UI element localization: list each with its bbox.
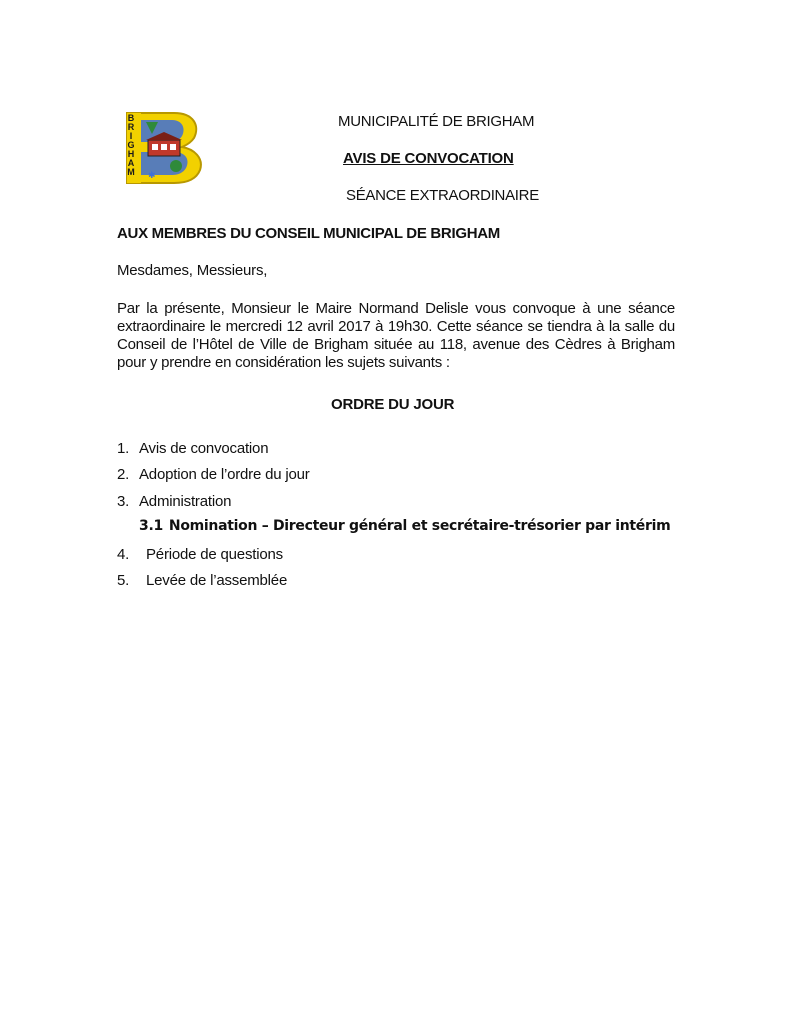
agenda-item-label: Administration (139, 493, 232, 510)
document-title: AVIS DE CONVOCATION (343, 150, 514, 167)
agenda-title: ORDRE DU JOUR (331, 396, 455, 413)
agenda-item-label: Adoption de l’ordre du jour (139, 466, 310, 483)
convocation-paragraph: Par la présente, Monsieur le Maire Normand Delisle vous convoque à une séance extraordinaire le mercredi 12 avril 2017 à 19h30. Cette séance se tiendra à la salle du Conseil de l’Hôtel de Ville de Brigham située au 118, avenue des Cèdres à Brigham pour y prendre en considération les sujets suivants : (117, 300, 675, 371)
logo-letter: H (127, 149, 135, 159)
agenda-item-label: Période de questions (146, 546, 283, 563)
agenda-item (117, 572, 287, 589)
municipality-name: MUNICIPALITÉ DE BRIGHAM (338, 113, 535, 130)
agenda-item (117, 440, 268, 457)
logo-letter: A (127, 158, 135, 168)
agenda-item-label: Levée de l’assemblée (146, 572, 288, 589)
recipients-heading: AUX MEMBRES DU CONSEIL MUNICIPAL DE BRIGHAM (117, 225, 500, 242)
agenda-item-number: 5. (117, 572, 130, 589)
agenda-subitem-label: Nomination – Directeur général et secrétaire-trésorier par intérim (168, 518, 671, 534)
logo-letter: R (127, 122, 135, 132)
salutation: Mesdames, Messieurs, (117, 262, 268, 279)
brigham-logo (124, 110, 206, 186)
agenda-item (117, 546, 283, 563)
svg-text:✱: ✱ (148, 171, 156, 181)
logo-letter: B (127, 113, 135, 123)
agenda-item (117, 493, 231, 510)
agenda-item-number: 3. (117, 493, 130, 510)
agenda-item-number: 4. (117, 546, 130, 563)
agenda-item-label: Avis de convocation (139, 440, 269, 457)
agenda-item-number: 2. (117, 466, 130, 483)
logo-letter: G (127, 140, 135, 150)
brigham-logo-letters (124, 114, 138, 177)
logo-letter: I (129, 131, 133, 141)
agenda-subitem-number: 3.1 (139, 518, 163, 534)
agenda-subitem (139, 518, 670, 534)
logo-letter: M (127, 167, 135, 177)
agenda-item-number: 1. (117, 440, 130, 457)
session-type: SÉANCE EXTRAORDINAIRE (346, 187, 539, 204)
agenda-item (117, 466, 310, 483)
